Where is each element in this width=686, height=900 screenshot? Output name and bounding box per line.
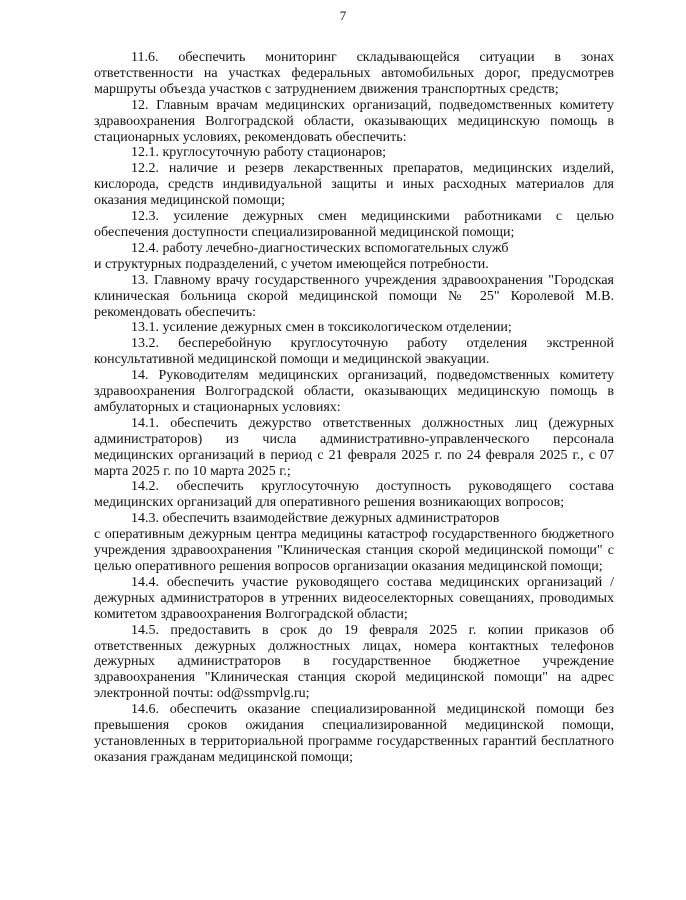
paragraph-12-1: 12.1. круглосуточную работу стационаров; bbox=[131, 145, 387, 161]
paragraph-12-4-continued: и структурных подразделений, с учетом имеющейся потребности. bbox=[94, 256, 489, 272]
paragraph-13-2: 13.2. бесперебойную круглосуточную работу отделения экстренной консультативной медицинской помощи и медицинской эвакуации. bbox=[94, 336, 614, 368]
paragraph-14-2: 14.2. обеспечить круглосуточную доступность руководящего состава медицинских организаций для оперативного решения возникающих вопросов; bbox=[94, 479, 614, 511]
paragraph-14-4: 14.4. обеспечить участие руководящего состава медицинских организаций / дежурных администраторов в утренних видеоселекторных совещаниях, проводимых комитетом здравоохранения Волгоградской области; bbox=[94, 574, 614, 622]
paragraph-12-2: 12.2. наличие и резерв лекарственных препаратов, медицинских изделий, кислорода, средств индивидуальной защиты и иных расходных материалов для оказания медицинской помощи; bbox=[94, 161, 614, 209]
paragraph-12: 12. Главным врачам медицинских организаций, подведомственных комитету здравоохранения Волгоградской области, оказывающих медицинскую помощь в стационарных условиях, рекомендовать обеспечить: bbox=[94, 97, 614, 145]
paragraph-14-5: 14.5. предоставить в срок до 19 февраля 2025 г. копии приказов об ответственных дежурных должностных лицах, номера контактных телефонов дежурных администраторов в государственное бюджетное учреждение здравоохранения "Клиническая станция скорой медицинской помощи" на адрес электронной почты: od@ssmpvlg.ru; bbox=[94, 622, 614, 702]
document-body bbox=[94, 50, 614, 766]
paragraph-13-1: 13.1. усиление дежурных смен в токсикологическом отделении; bbox=[131, 320, 512, 336]
paragraph-14-1: 14.1. обеспечить дежурство ответственных должностных лиц (дежурных администраторов) из числа административно-управленческого персонала медицинских организаций в период с 21 февраля 2025 г. по 24 февраля 2025 г., с 07 марта 2025 г. по 10 марта 2025 г.; bbox=[94, 415, 614, 479]
paragraph-14-3-continued: с оперативным дежурным центра медицины катастроф государственного бюджетного учреждения здравоохранения "Клиническая станция скорой медицинской помощи" с целью оперативного решения вопросов организации оказания медицинской помощи; bbox=[94, 527, 614, 574]
paragraph-12-4: 12.4. работу лечебно-диагностических вспомогательных служб bbox=[131, 240, 509, 256]
paragraph-14-6: 14.6. обеспечить оказание специализированной медицинской помощи без превышения сроков ожидания специализированной медицинской помощи, установленных в территориальной программе государственных гарантий бесплатного оказания гражданам медицинской помощи; bbox=[94, 702, 614, 765]
paragraph-13: 13. Главному врачу государственного учреждения здравоохранения "Городская клиническая больница скорой медицинской помощи № 25" Королевой М.В. рекомендовать обеспечить: bbox=[94, 272, 614, 320]
paragraph-12-3: 12.3. усиление дежурных смен медицинскими работниками с целью обеспечения доступности специализированной медицинской помощи; bbox=[94, 209, 614, 240]
page-number: 7 bbox=[339, 8, 347, 23]
paragraph-11-6: 11.6. обеспечить мониторинг складывающейся ситуации в зонах ответственности на участках федеральных автомобильных дорог, предусмотрев маршруты объезда участков с затруднением движения транспортных средств; bbox=[94, 50, 614, 97]
paragraph-14: 14. Руководителям медицинских организаций, подведомственных комитету здравоохранения Волгоградской области, оказывающих медицинскую помощь в амбулаторных и стационарных условиях: bbox=[94, 368, 614, 415]
paragraph-14-3: 14.3. обеспечить взаимодействие дежурных администраторов bbox=[131, 511, 500, 527]
